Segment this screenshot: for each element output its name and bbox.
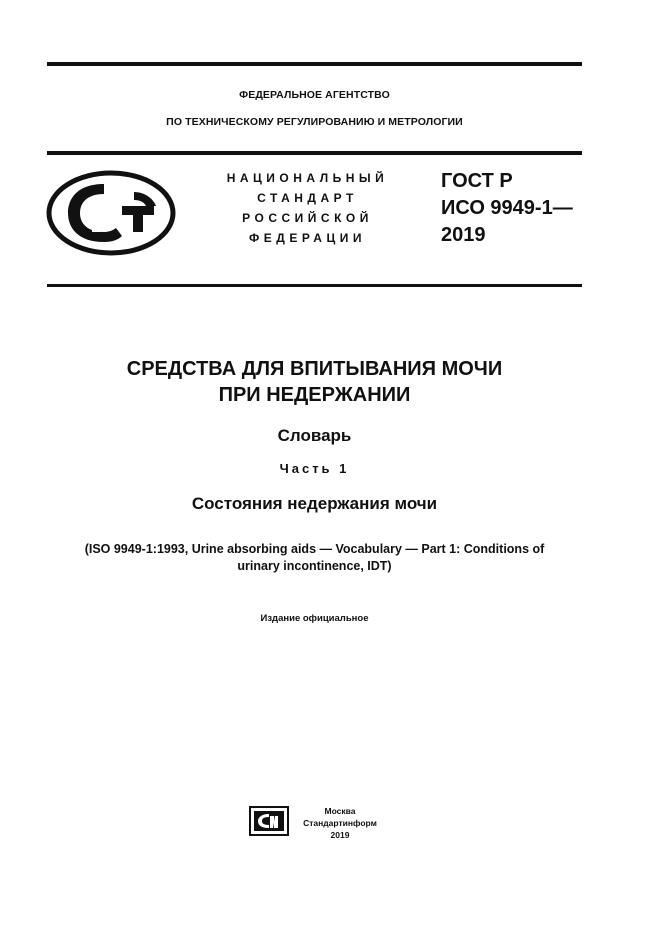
document-title-line-1: СРЕДСТВА ДЛЯ ВПИТЫВАНИЯ МОЧИ: [126, 358, 503, 380]
document-subtitle: Словарь: [277, 426, 352, 445]
designation-line-2: ИСО 9949-1—: [441, 197, 573, 219]
top-rule: [47, 62, 582, 66]
standard-type-line-3: РОССИЙСКОЙ: [242, 211, 373, 225]
gost-logo-icon: [46, 170, 176, 256]
publisher-city: Москва: [324, 806, 356, 816]
publisher-logo-icon: [249, 806, 289, 836]
standard-type-line-1: НАЦИОНАЛЬНЫЙ: [226, 171, 389, 185]
part-title: Состояния недержания мочи: [191, 494, 438, 513]
middle-rule: [47, 151, 582, 155]
edition-note: Издание официальное: [260, 613, 369, 624]
designation-line-1: ГОСТ Р: [441, 170, 513, 192]
iso-reference-line-1: (ISO 9949-1:1993, Urine absorbing aids — Vocabulary — Part 1: Conditions of: [84, 542, 545, 556]
document-title-line-2: ПРИ НЕДЕРЖАНИИ: [218, 384, 411, 406]
agency-name-line-1: ФЕДЕРАЛЬНОЕ АГЕНТСТВО: [239, 89, 390, 101]
designation-line-3: 2019: [441, 224, 486, 246]
agency-name-line-2: ПО ТЕХНИЧЕСКОМУ РЕГУЛИРОВАНИЮ И МЕТРОЛОГИИ: [166, 116, 463, 128]
part-number: Часть 1: [279, 461, 350, 476]
standard-type-line-2: СТАНДАРТ: [257, 191, 358, 205]
publisher-year: 2019: [330, 830, 350, 840]
bottom-rule: [47, 284, 582, 287]
iso-reference-line-2: urinary incontinence, IDT): [237, 559, 392, 573]
publisher-name: Стандартинформ: [303, 818, 377, 828]
standard-type-line-4: ФЕДЕРАЦИИ: [249, 231, 366, 245]
